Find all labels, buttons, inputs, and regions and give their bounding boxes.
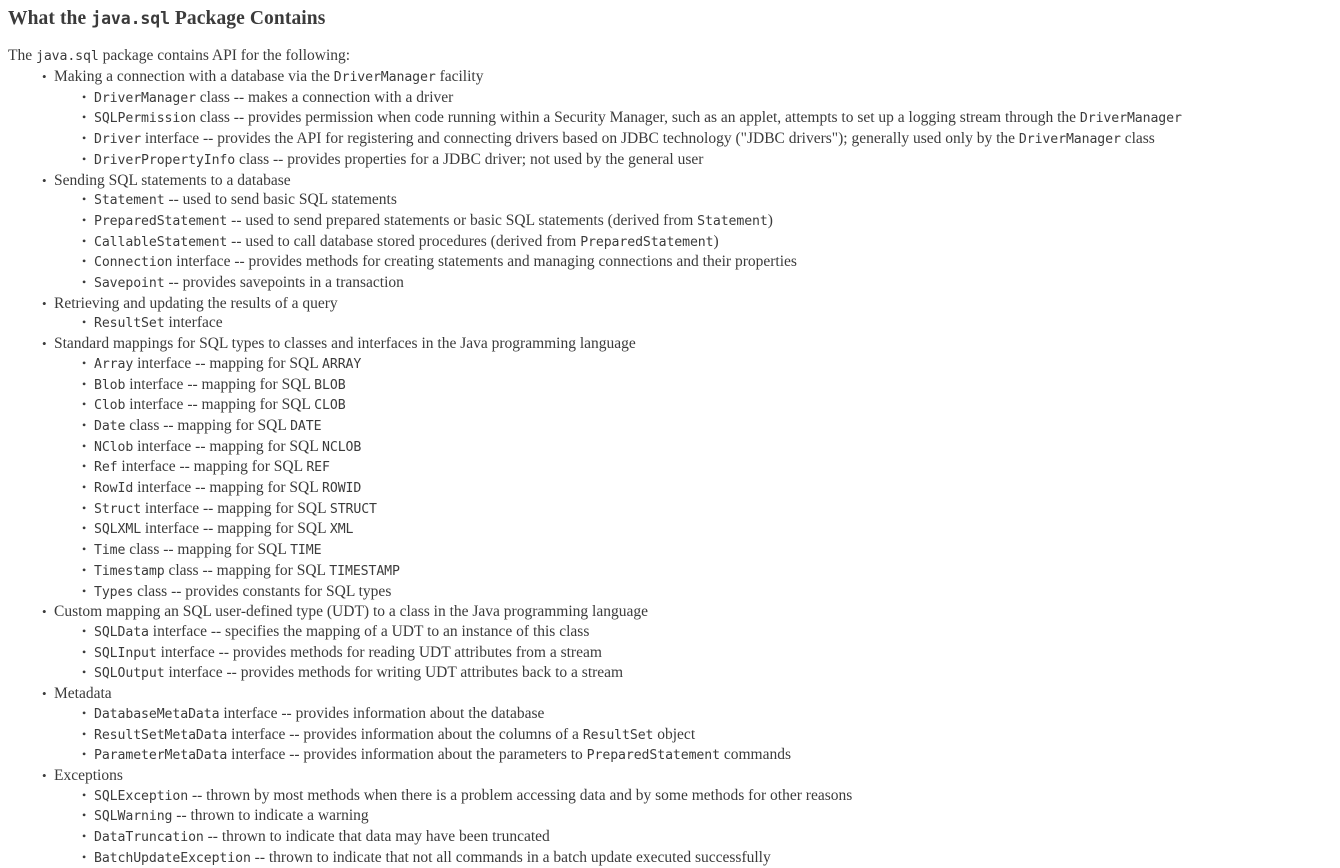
list-item-level2 <box>54 375 1340 396</box>
section-3-item-8-code-2: XML <box>329 522 354 538</box>
section-2-heading-text-0: Retrieving and updating the results of a query <box>54 294 338 312</box>
section-0-heading-code-1: DriverManager <box>333 70 436 85</box>
list-item-level2 <box>54 457 1340 478</box>
section-0-item-1-code-2: DriverManager <box>1079 111 1182 127</box>
section-1-item-3-code-0: Connection <box>94 255 173 271</box>
section-3-item-10-code-2: TIMESTAMP <box>329 563 400 579</box>
section-3-item-3-code-0: Date <box>94 418 126 434</box>
list-item-level1 <box>8 171 1340 294</box>
section-1-item-1-text-1: -- used to send prepared statements or basic SQL statements (derived from <box>227 211 698 229</box>
list-item-level2 <box>54 848 1340 868</box>
section-0-item-2-text-3: class <box>1120 130 1155 148</box>
section-0-item-1-code-0: SQLPermission <box>94 111 196 127</box>
list-item-level2 <box>54 129 1340 150</box>
section-3-item-5-code-0: Ref <box>94 460 118 476</box>
list-item-level2 <box>54 108 1340 129</box>
sublist-level2 <box>54 704 1340 766</box>
section-3-item-7-code-2: STRUCT <box>329 501 377 517</box>
package-contents-list <box>8 67 1340 868</box>
list-item-level2 <box>54 437 1340 458</box>
section-6-item-1-text-1: -- thrown to indicate a warning <box>172 807 369 825</box>
section-1-item-3-text-1: interface -- provides methods for creating statements and managing connections and their properties <box>172 253 797 271</box>
section-3-item-3-code-2: DATE <box>290 418 322 434</box>
section-5-item-1-text-3: object <box>653 725 696 743</box>
section-4-item-2-code-0: SQLOutput <box>94 666 165 682</box>
section-3-item-4-code-2: NCLOB <box>322 439 362 455</box>
list-item-level2 <box>54 478 1340 499</box>
section-5-item-1-text-1: interface -- provides information about the columns of a <box>227 725 583 743</box>
section-3-item-3-text-1: class -- mapping for SQL <box>125 416 291 434</box>
sublist-level2 <box>54 313 1340 334</box>
intro-suffix: package contains API for the following: <box>98 47 351 64</box>
section-3-item-7-code-0: Struct <box>94 501 142 517</box>
list-item-level1-label <box>54 67 1340 88</box>
list-item-level2 <box>54 252 1340 273</box>
section-6-item-3-text-1: -- thrown to indicate that not all commands in a batch update executed successfully <box>250 848 771 866</box>
section-3-item-9-code-0: Time <box>94 543 126 559</box>
section-3-item-11-code-0: Types <box>94 584 134 600</box>
section-3-item-4-code-0: NClob <box>94 439 134 455</box>
list-item-level2 <box>54 211 1340 232</box>
section-1-item-0-text-1: -- used to send basic SQL statements <box>164 191 397 209</box>
list-item-level1 <box>8 684 1340 766</box>
section-2-item-0-code-0: ResultSet <box>94 316 165 332</box>
list-item-level2 <box>54 354 1340 375</box>
section-0-item-1-text-1: class -- provides permission when code running within a Security Manager, such as an applet, attempts to set up a logging stream through the <box>195 109 1080 127</box>
list-item-level2 <box>54 416 1340 437</box>
section-3-item-5-text-1: interface -- mapping for SQL <box>117 458 307 476</box>
section-2-item-0-text-1: interface <box>164 314 223 332</box>
section-3-item-1-text-1: interface -- mapping for SQL <box>125 375 315 393</box>
section-1-item-2-text-1: -- used to call database stored procedures (derived from <box>227 232 581 250</box>
list-item-level2 <box>54 232 1340 253</box>
section-1-item-4-code-0: Savepoint <box>94 276 165 292</box>
section-5-item-0-code-0: DatabaseMetaData <box>94 706 220 722</box>
section-3-item-6-text-1: interface -- mapping for SQL <box>133 479 323 497</box>
list-item-level1 <box>8 334 1340 602</box>
list-item-level2 <box>54 561 1340 582</box>
intro-prefix: The <box>8 47 36 64</box>
list-item-level2 <box>54 622 1340 643</box>
list-item-level1 <box>8 766 1340 868</box>
section-3-item-4-text-1: interface -- mapping for SQL <box>133 437 323 455</box>
sublist-level2 <box>54 622 1340 684</box>
list-item-level2 <box>54 540 1340 561</box>
page-title-prefix: What the <box>8 8 92 29</box>
section-1-item-2-code-0: CallableStatement <box>94 234 228 250</box>
section-6-item-0-code-0: SQLException <box>94 788 189 804</box>
section-3-item-10-code-0: Timestamp <box>94 563 165 579</box>
section-4-item-0-text-1: interface -- specifies the mapping of a UDT to an instance of this class <box>148 622 590 640</box>
page-title <box>8 0 1340 30</box>
section-3-item-1-code-2: BLOB <box>314 377 346 393</box>
list-item-level1-label <box>54 334 1340 354</box>
section-3-item-1-code-0: Blob <box>94 377 126 393</box>
list-item-level2 <box>54 725 1340 746</box>
intro-paragraph <box>8 30 1340 67</box>
section-3-item-6-code-2: ROWID <box>322 481 362 497</box>
section-5-item-2-code-0: ParameterMetaData <box>94 748 228 764</box>
list-item-level2 <box>54 190 1340 211</box>
section-6-heading-text-0: Exceptions <box>54 766 123 784</box>
section-1-item-2-code-2: PreparedStatement <box>580 234 714 250</box>
section-0-item-0-text-1: class -- makes a connection with a driver <box>195 88 454 106</box>
section-4-item-1-code-0: SQLInput <box>94 645 157 661</box>
list-item-level1-label <box>54 684 1340 704</box>
sublist-level2 <box>54 190 1340 294</box>
list-item-level2 <box>54 313 1340 334</box>
list-item-level2 <box>54 273 1340 294</box>
intro-code: java.sql <box>35 49 99 64</box>
section-0-item-2-code-0: Driver <box>94 132 142 148</box>
section-3-item-9-text-1: class -- mapping for SQL <box>125 541 291 559</box>
list-item-level2 <box>54 519 1340 540</box>
section-0-item-3-text-1: class -- provides properties for a JDBC driver; not used by the general user <box>235 150 704 168</box>
section-5-item-1-code-0: ResultSetMetaData <box>94 727 228 743</box>
section-4-item-1-text-1: interface -- provides methods for reading UDT attributes from a stream <box>156 643 602 661</box>
section-0-item-2-text-1: interface -- provides the API for registering and connecting drivers based on JDBC technology ("JDBC drivers"); generally used only by the <box>141 130 1019 148</box>
list-item-level1-label <box>54 294 1340 314</box>
section-3-item-2-code-0: Clob <box>94 398 126 414</box>
sublist-level2 <box>54 354 1340 602</box>
section-1-item-1-code-0: PreparedStatement <box>94 213 228 229</box>
list-item-level1 <box>8 67 1340 171</box>
section-3-item-2-code-2: CLOB <box>314 398 346 414</box>
section-5-item-2-code-2: PreparedStatement <box>586 748 720 764</box>
section-5-item-0-text-1: interface -- provides information about the database <box>219 704 545 722</box>
section-3-item-2-text-1: interface -- mapping for SQL <box>125 396 315 414</box>
section-3-item-5-code-2: REF <box>306 460 330 476</box>
list-item-level2 <box>54 582 1340 603</box>
list-item-level2 <box>54 704 1340 725</box>
section-6-item-0-text-1: -- thrown by most methods when there is a problem accessing data and by some methods for other reasons <box>188 786 853 804</box>
list-item-level2 <box>54 827 1340 848</box>
list-item-level2 <box>54 663 1340 684</box>
list-item-level2 <box>54 150 1340 171</box>
list-item-level1-label <box>54 602 1340 622</box>
section-5-item-1-code-2: ResultSet <box>582 727 654 743</box>
list-item-level2 <box>54 806 1340 827</box>
section-0-heading-text-0: Making a connection with a database via the <box>54 68 334 85</box>
list-item-level1-label <box>54 171 1340 191</box>
list-item-level2 <box>54 395 1340 416</box>
section-6-item-2-code-0: DataTruncation <box>94 830 204 846</box>
section-4-heading-text-0: Custom mapping an SQL user-defined type (UDT) to a class in the Java programming language <box>54 603 648 621</box>
section-5-item-2-text-1: interface -- provides information about the parameters to <box>227 746 587 764</box>
section-3-heading-text-0: Standard mappings for SQL types to classes and interfaces in the Java programming language <box>54 335 636 353</box>
page-title-code: java.sql <box>91 9 170 28</box>
list-item-level1 <box>8 602 1340 684</box>
section-1-heading-text-0: Sending SQL statements to a database <box>54 171 291 189</box>
section-4-item-2-text-1: interface -- provides methods for writing UDT attributes back to a stream <box>164 664 624 682</box>
section-3-item-6-code-0: RowId <box>94 481 134 497</box>
section-1-item-0-code-0: Statement <box>94 193 165 209</box>
section-3-item-11-text-1: class -- provides constants for SQL types <box>133 582 392 600</box>
sublist-level2 <box>54 88 1340 171</box>
section-3-item-8-text-1: interface -- mapping for SQL <box>141 520 330 538</box>
section-0-item-3-code-0: DriverPropertyInfo <box>94 152 236 168</box>
section-6-item-1-code-0: SQLWarning <box>94 809 173 825</box>
section-3-item-0-code-2: ARRAY <box>322 356 362 372</box>
section-0-item-2-code-2: DriverManager <box>1018 132 1121 148</box>
section-1-item-1-text-3: ) <box>767 211 773 229</box>
sublist-level2 <box>54 786 1340 868</box>
section-1-item-4-text-1: -- provides savepoints in a transaction <box>164 274 404 292</box>
list-item-level1-label <box>54 766 1340 786</box>
list-item-level1 <box>8 294 1340 334</box>
section-4-item-0-code-0: SQLData <box>94 624 149 640</box>
section-3-item-8-code-0: SQLXML <box>94 522 142 538</box>
section-0-heading-text-2: facility <box>435 68 484 85</box>
list-item-level2 <box>54 88 1340 109</box>
section-5-heading-text-0: Metadata <box>54 685 112 703</box>
page-title-suffix: Package Contains <box>169 8 326 29</box>
section-6-item-3-code-0: BatchUpdateException <box>94 850 251 866</box>
section-3-item-0-code-0: Array <box>94 356 134 372</box>
section-3-item-10-text-1: class -- mapping for SQL <box>164 561 330 579</box>
section-1-item-2-text-3: ) <box>713 232 719 250</box>
section-6-item-2-text-1: -- thrown to indicate that data may have been truncated <box>203 828 550 846</box>
list-item-level2 <box>54 745 1340 766</box>
section-3-item-0-text-1: interface -- mapping for SQL <box>133 354 323 372</box>
list-item-level2 <box>54 643 1340 664</box>
list-item-level2 <box>54 786 1340 807</box>
section-5-item-2-text-3: commands <box>719 746 791 764</box>
section-3-item-7-text-1: interface -- mapping for SQL <box>141 499 330 517</box>
list-item-level2 <box>54 499 1340 520</box>
section-1-item-1-code-2: Statement <box>697 213 768 229</box>
section-0-item-0-code-0: DriverManager <box>94 90 196 106</box>
section-3-item-9-code-2: TIME <box>290 543 322 559</box>
